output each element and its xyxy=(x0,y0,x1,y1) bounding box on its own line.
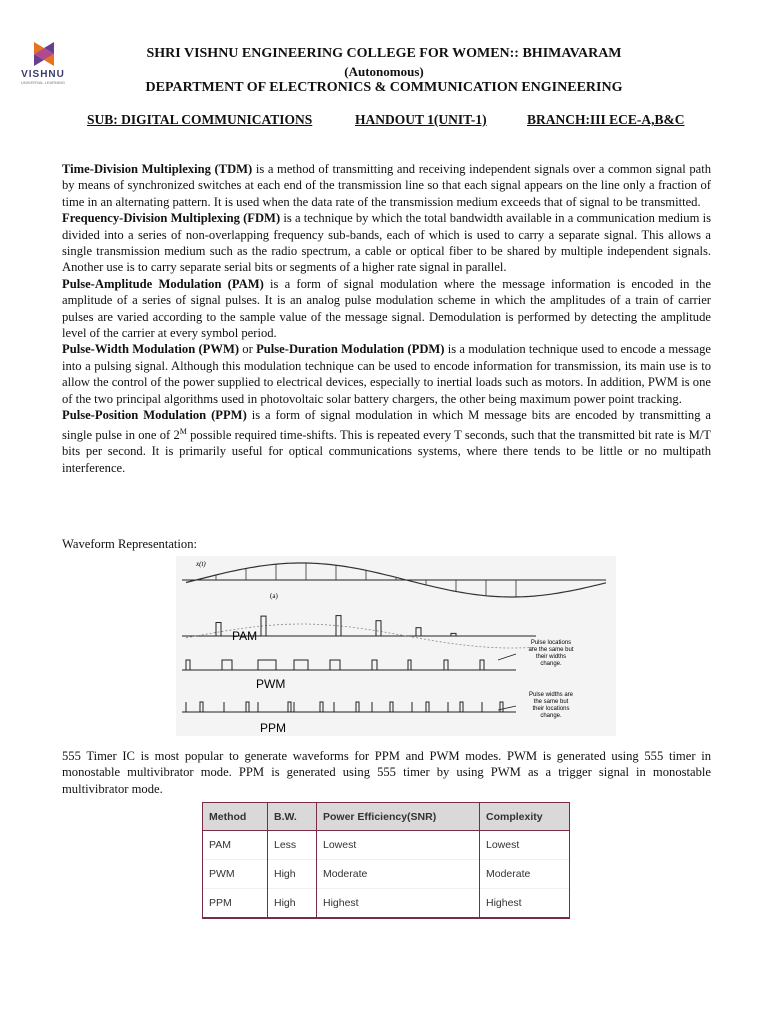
pwm-paragraph xyxy=(62,341,711,407)
pwm-text: is a modulation technique used to encode a message into a pulsing signal. Although this modulation technique can be used to encode information for transmission, its main use is to allow the control of the power supplied to electrical devices, especially to inertial loads such as motors. In addition, PWM is one of the two principal algorithms used in photovoltaic solar battery chargers, the other being maximum power point tracking. xyxy=(62,342,711,406)
header-complexity: Complexity xyxy=(480,803,570,831)
fdm-paragraph xyxy=(62,210,711,276)
ppm-note-line: their locations xyxy=(532,706,570,712)
table-row xyxy=(203,831,570,860)
table-cell: Lowest xyxy=(317,831,480,860)
table-cell: PAM xyxy=(203,831,268,860)
table-cell: Highest xyxy=(317,889,480,919)
handout-label: HANDOUT 1(UNIT-1) xyxy=(355,112,487,127)
fdm-term: Frequency-Division Multiplexing (FDM) xyxy=(62,211,281,226)
ppm-note-line: change. xyxy=(540,713,562,719)
pam-text: is a form of signal modulation where the message information is encoded in the amplitude of a series of signal pulses. It is an analog pulse modulation scheme in which the amplitudes of a train of carrier pulses are varied according to the sample value of the message signal. Demodulation is performed by detecting the amplitude level of the carrier at every symbol period. xyxy=(62,276,711,341)
pam-label: PAM xyxy=(232,629,258,643)
pwm-label: PWM xyxy=(256,677,286,691)
table-cell: High xyxy=(268,860,317,889)
pwm-note-line: their widths xyxy=(535,654,567,660)
pwm-term: Pulse-Width Modulation (PWM) xyxy=(62,342,240,357)
logo-text: VISHNU xyxy=(21,69,65,80)
ppm-text-b: possible required time-shifts. This is repeated every T seconds, such that the transmitted bit rate is M/T bits per second. It is primarily useful for optical communications systems, where there tends to be little or no multipath interference. xyxy=(62,427,711,475)
tdm-paragraph xyxy=(62,161,711,210)
pwm-note-line: are the same but xyxy=(528,647,574,653)
table-cell: Moderate xyxy=(317,860,480,889)
fdm-text: is a technique by which the total bandwidth available in a communication medium is divided into a series of non-overlapping frequency sub-bands, each of which is used to carry a separate signal. This allows a single transmission medium such as the radio spectrum, a cable or optical fiber to be shared by multiple independent signals. Another use is to carry separate serial bits or segments of a higher rate signal in parallel. xyxy=(62,211,711,275)
timer-paragraph: 555 Timer IC is most popular to generate waveforms for PPM and PWM modes. PWM is generated using 555 timer in monostable multivibrator mode. PPM is generated using 555 timer by using PWM as a trigger signal in monostable multivibrator mode. xyxy=(62,749,711,796)
body-text xyxy=(62,161,711,476)
ppm-note-line: the same but xyxy=(533,699,569,705)
logo-tagline: UNIVERSAL LEARNING xyxy=(20,80,66,85)
a-label: (a) xyxy=(270,592,278,600)
table-row xyxy=(203,860,570,889)
table-cell: Lowest xyxy=(480,831,570,860)
subject-label: SUB: DIGITAL COMMUNICATIONS xyxy=(87,112,313,127)
tdm-text: is a method of transmitting and receiving independent signals over a common signal path by means of synchronized switches at each end of the transmission line so that each signal appears on the line only a fraction of time in an alternating pattern. It is used when the data rate of the transmission medium exceeds that of signal to be transmitted. xyxy=(62,162,712,209)
table-row xyxy=(203,889,570,919)
ppm-label: PPM xyxy=(260,721,287,735)
ppm-sup: M xyxy=(179,426,187,436)
table-cell: Moderate xyxy=(480,860,570,889)
comparison-table xyxy=(202,802,570,919)
ppm-text-a: is a form of signal modulation in which M message bits are encoded by transmitting a single pulse in one of 2 xyxy=(62,408,712,442)
table-cell: PPM xyxy=(203,889,268,919)
pwm-note-line: change. xyxy=(540,661,562,667)
table-header-row xyxy=(203,803,570,831)
waveform-figure xyxy=(176,556,616,736)
header-power-efficiency: Power Efficiency(SNR) xyxy=(317,803,480,831)
branch-label: BRANCH:III ECE-A,B&C xyxy=(527,112,685,127)
ppm-note-line: Pulse widths are xyxy=(528,692,574,698)
tdm-term: Time-Division Multiplexing (TDM) xyxy=(62,162,253,176)
pwm-note-line: Pulse locations xyxy=(530,640,572,646)
table-cell: PWM xyxy=(203,860,268,889)
table-cell: High xyxy=(268,889,317,919)
pwm-mid: or xyxy=(239,342,257,357)
xt-label: x(t) xyxy=(196,560,206,568)
college-name: SHRI VISHNU ENGINEERING COLLEGE FOR WOMEN:: BHIMAVARAM xyxy=(146,46,622,61)
table-cell: Less xyxy=(268,831,317,860)
table-cell: Highest xyxy=(480,889,570,919)
waveform-caption: Waveform Representation: xyxy=(62,537,198,551)
pdm-term: Pulse-Duration Modulation (PDM) xyxy=(256,342,445,357)
header-bw: B.W. xyxy=(268,803,317,831)
ppm-term: Pulse-Position Modulation (PPM) xyxy=(62,408,247,423)
autonomous-label: (Autonomous) xyxy=(344,64,424,79)
department-name: DEPARTMENT OF ELECTRONICS & COMMUNICATION ENGINEERING xyxy=(145,80,623,95)
ppm-paragraph xyxy=(62,407,711,476)
pam-term: Pulse-Amplitude Modulation (PAM) xyxy=(62,276,264,291)
header-method: Method xyxy=(203,803,268,831)
pam-paragraph xyxy=(62,276,711,342)
